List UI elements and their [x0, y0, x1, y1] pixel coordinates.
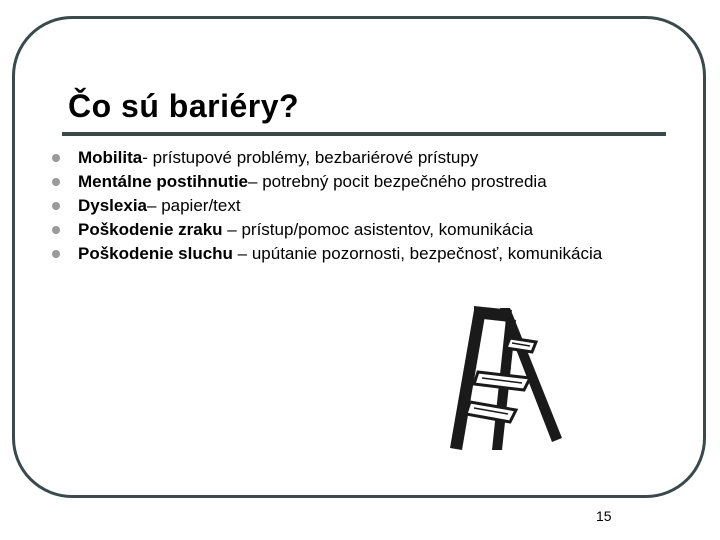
bullet-separator: -: [142, 148, 153, 167]
bullet-dot-icon: [52, 202, 60, 210]
bullet-dot-icon: [52, 178, 60, 186]
bullet-term: Poškodenie sluchu: [78, 244, 233, 263]
bullet-text: [78, 146, 478, 170]
bullet-text: [78, 242, 602, 266]
title-underline: [62, 132, 666, 136]
bullet-dot-icon: [52, 154, 60, 162]
slide-title: Čo sú bariéry?: [68, 88, 300, 124]
bullet-term: Mentálne postihnutie: [78, 172, 248, 191]
bullet-separator: –: [222, 220, 242, 239]
bullet-text: [78, 170, 547, 194]
bullet-term: Dyslexia: [78, 196, 147, 215]
page-number: 15: [596, 508, 612, 524]
bullet-description: prístup/pomoc asistentov, komunikácia: [241, 220, 534, 239]
bullet-separator: –: [232, 244, 252, 263]
bullet-separator: –: [248, 172, 263, 191]
bullet-dot-icon: [52, 250, 60, 258]
bullet-description: papier/text: [161, 196, 241, 215]
bullet-text: [78, 218, 533, 242]
bullet-separator: –: [147, 196, 162, 215]
bullet-description: upútanie pozornosti, bezpečnosť, komunikácia: [251, 244, 603, 263]
ladder-icon: [440, 302, 570, 454]
bullet-term: Mobilita: [78, 148, 143, 167]
bullet-dot-icon: [52, 226, 60, 234]
bullet-text: [78, 194, 241, 218]
bullet-description: prístupové problémy, bezbariérové prístupy: [152, 148, 479, 167]
bullet-description: potrebný pocit bezpečného prostredia: [262, 172, 547, 191]
bullet-term: Poškodenie zraku: [78, 220, 223, 239]
